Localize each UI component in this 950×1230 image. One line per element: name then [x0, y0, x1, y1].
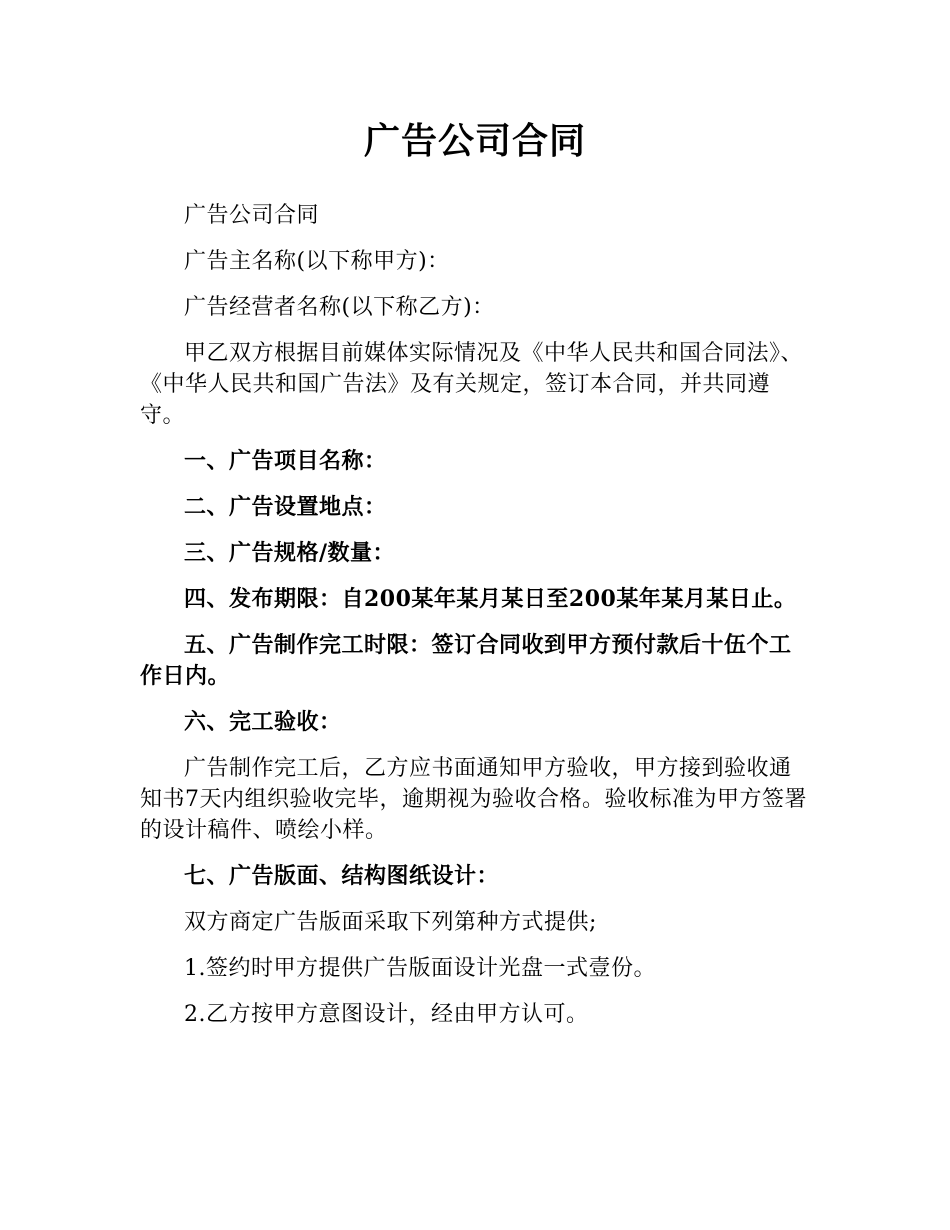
list-item-design-option-1: 1.签约时甲方提供广告版面设计光盘一式壹份。 — [184, 956, 656, 981]
paragraph-design-method: 双方商定广告版面采取下列第种方式提供; — [184, 910, 597, 935]
section-heading-6: 六、完工验收： — [184, 709, 342, 735]
section-heading-1: 一、广告项目名称： — [184, 448, 387, 474]
section-heading-5: 五、广告制作完工时限：签订合同收到甲方预付款后十伍个工作日内。 — [140, 632, 792, 689]
section-heading-2: 二、广告设置地点： — [184, 494, 387, 520]
section-heading-7: 七、广告版面、结构图纸设计： — [184, 863, 500, 889]
section-heading-4: 四、发布期限：自200某年某月某日至200某年某月某日止。 — [184, 586, 797, 612]
paragraph-contract-name: 广告公司合同 — [184, 203, 320, 228]
paragraph-party-a: 广告主名称(以下称甲方)： — [184, 249, 450, 274]
document-body — [140, 200, 812, 1045]
paragraph-preamble: 甲乙双方根据目前媒体实际情况及《中华人民共和国合同法》、《中华人民共和国广告法》及有关规定，签订本合同，并共同遵守。 — [140, 341, 804, 428]
paragraph-party-b: 广告经营者名称(以下称乙方)： — [184, 295, 495, 320]
list-item-design-option-2: 2.乙方按甲方意图设计，经由甲方认可。 — [184, 1002, 589, 1027]
paragraph-acceptance: 广告制作完工后，乙方应书面通知甲方验收，甲方接到验收通知书7天内组织验收完毕，逾期视为验收合格。验收标准为甲方签署的设计稿件、喷绘小样。 — [140, 756, 807, 843]
section-heading-3: 三、广告规格/数量： — [184, 540, 396, 566]
document-title: 广告公司合同 — [363, 121, 586, 162]
